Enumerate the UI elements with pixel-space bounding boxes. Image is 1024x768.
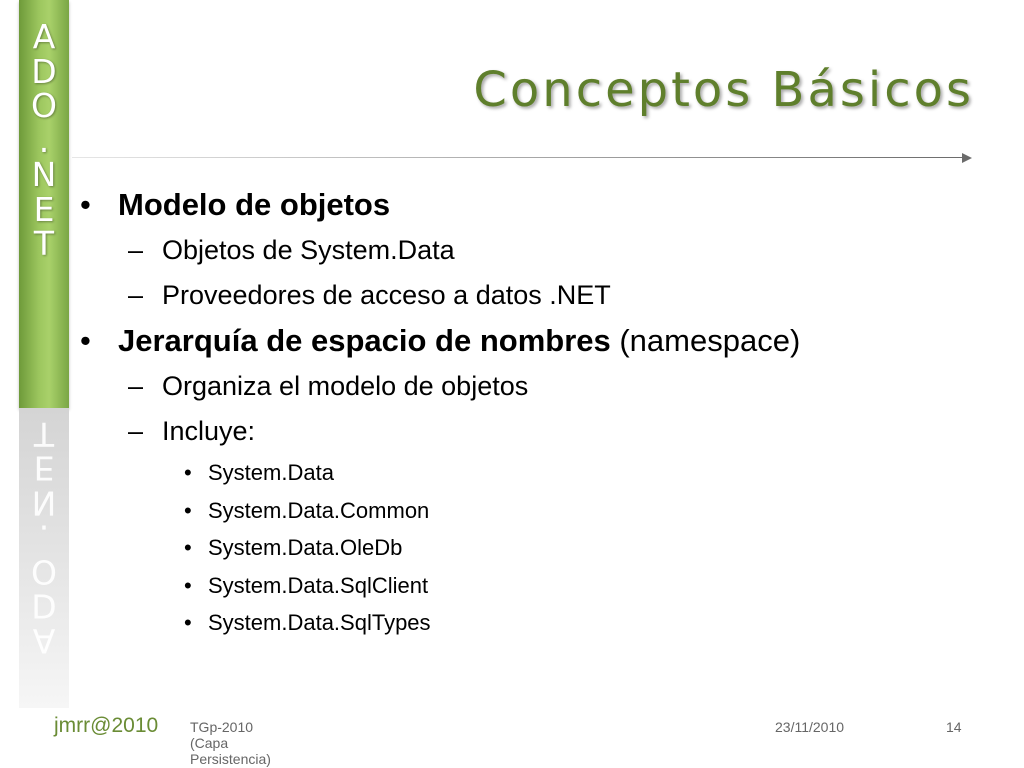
namespace-text: System.Data.Common: [208, 497, 430, 523]
bullet-icon: •: [184, 572, 192, 598]
sub-bullet-item: [128, 409, 980, 454]
bullet-bold-text: Jerarquía de espacio de nombres: [118, 323, 611, 358]
sub-bullet-item: [128, 228, 980, 273]
reflection-letter: D: [31, 587, 57, 626]
reflection-letter: N: [31, 483, 57, 523]
dash-icon: –: [128, 280, 144, 310]
bullet-icon: •: [184, 610, 192, 635]
reflection-letter: O: [31, 552, 57, 592]
banner-letter: N: [31, 155, 57, 194]
namespace-item: [184, 492, 980, 530]
dash-icon: –: [128, 416, 144, 446]
namespace-item: [184, 567, 980, 605]
banner-letter: .: [38, 120, 50, 160]
sub-bullet-item: [128, 273, 980, 318]
reflection-text: [19, 414, 69, 661]
namespace-text: System.Data: [208, 460, 334, 485]
banner-letter: D: [31, 51, 57, 91]
reflection-letter: T: [33, 414, 55, 454]
namespace-text: System.Data.SqlTypes: [208, 610, 431, 635]
bullet-text: (namespace): [610, 323, 801, 358]
sub-bullet-item: [128, 364, 980, 409]
footer-date: 23/11/2010: [775, 719, 845, 735]
sub-bullet-text: Organiza el modelo de objetos: [162, 371, 529, 401]
banner-letter: T: [33, 224, 55, 263]
dash-icon: –: [128, 371, 144, 401]
bullet-item: [80, 318, 980, 364]
sub-bullet-text: Incluye:: [162, 416, 256, 446]
bullet-icon: •: [80, 187, 91, 222]
bullet-icon: •: [80, 323, 91, 358]
slide-title: Conceptos Básicos: [473, 62, 974, 118]
footer-course: TGp-2010 (Capa Persistencia): [190, 719, 271, 767]
sub-bullet-text: Proveedores de acceso a datos .NET: [162, 280, 611, 310]
side-banner-text: [19, 17, 69, 263]
bullet-bold-text: Modelo de objetos: [118, 187, 391, 222]
footer-author: jmrr@2010: [54, 714, 159, 737]
reflection-letter: E: [33, 449, 55, 488]
slide-content: [80, 182, 980, 642]
banner-letter: E: [33, 189, 55, 229]
bullet-icon: •: [184, 535, 192, 560]
banner-letter: A: [32, 17, 56, 56]
namespace-item: [184, 529, 980, 567]
side-banner-reflection: [19, 408, 69, 708]
bullet-item: [80, 182, 980, 228]
side-banner: [19, 0, 69, 408]
sub-bullet-text: Objetos de System.Data: [162, 235, 455, 265]
namespace-text: System.Data.SqlClient: [208, 572, 429, 598]
bullet-icon: •: [184, 460, 192, 485]
namespace-item: [184, 604, 980, 642]
reflection-letter: A: [32, 621, 56, 661]
namespace-item: [184, 454, 980, 492]
reflection-letter: .: [38, 518, 50, 557]
namespace-text: System.Data.OleDb: [208, 535, 403, 560]
bullet-icon: •: [184, 497, 192, 523]
dash-icon: –: [128, 235, 144, 265]
title-divider: [72, 157, 968, 158]
banner-letter: O: [31, 86, 57, 125]
page-number: 14: [946, 719, 962, 735]
arrow-head-icon: [962, 153, 972, 163]
